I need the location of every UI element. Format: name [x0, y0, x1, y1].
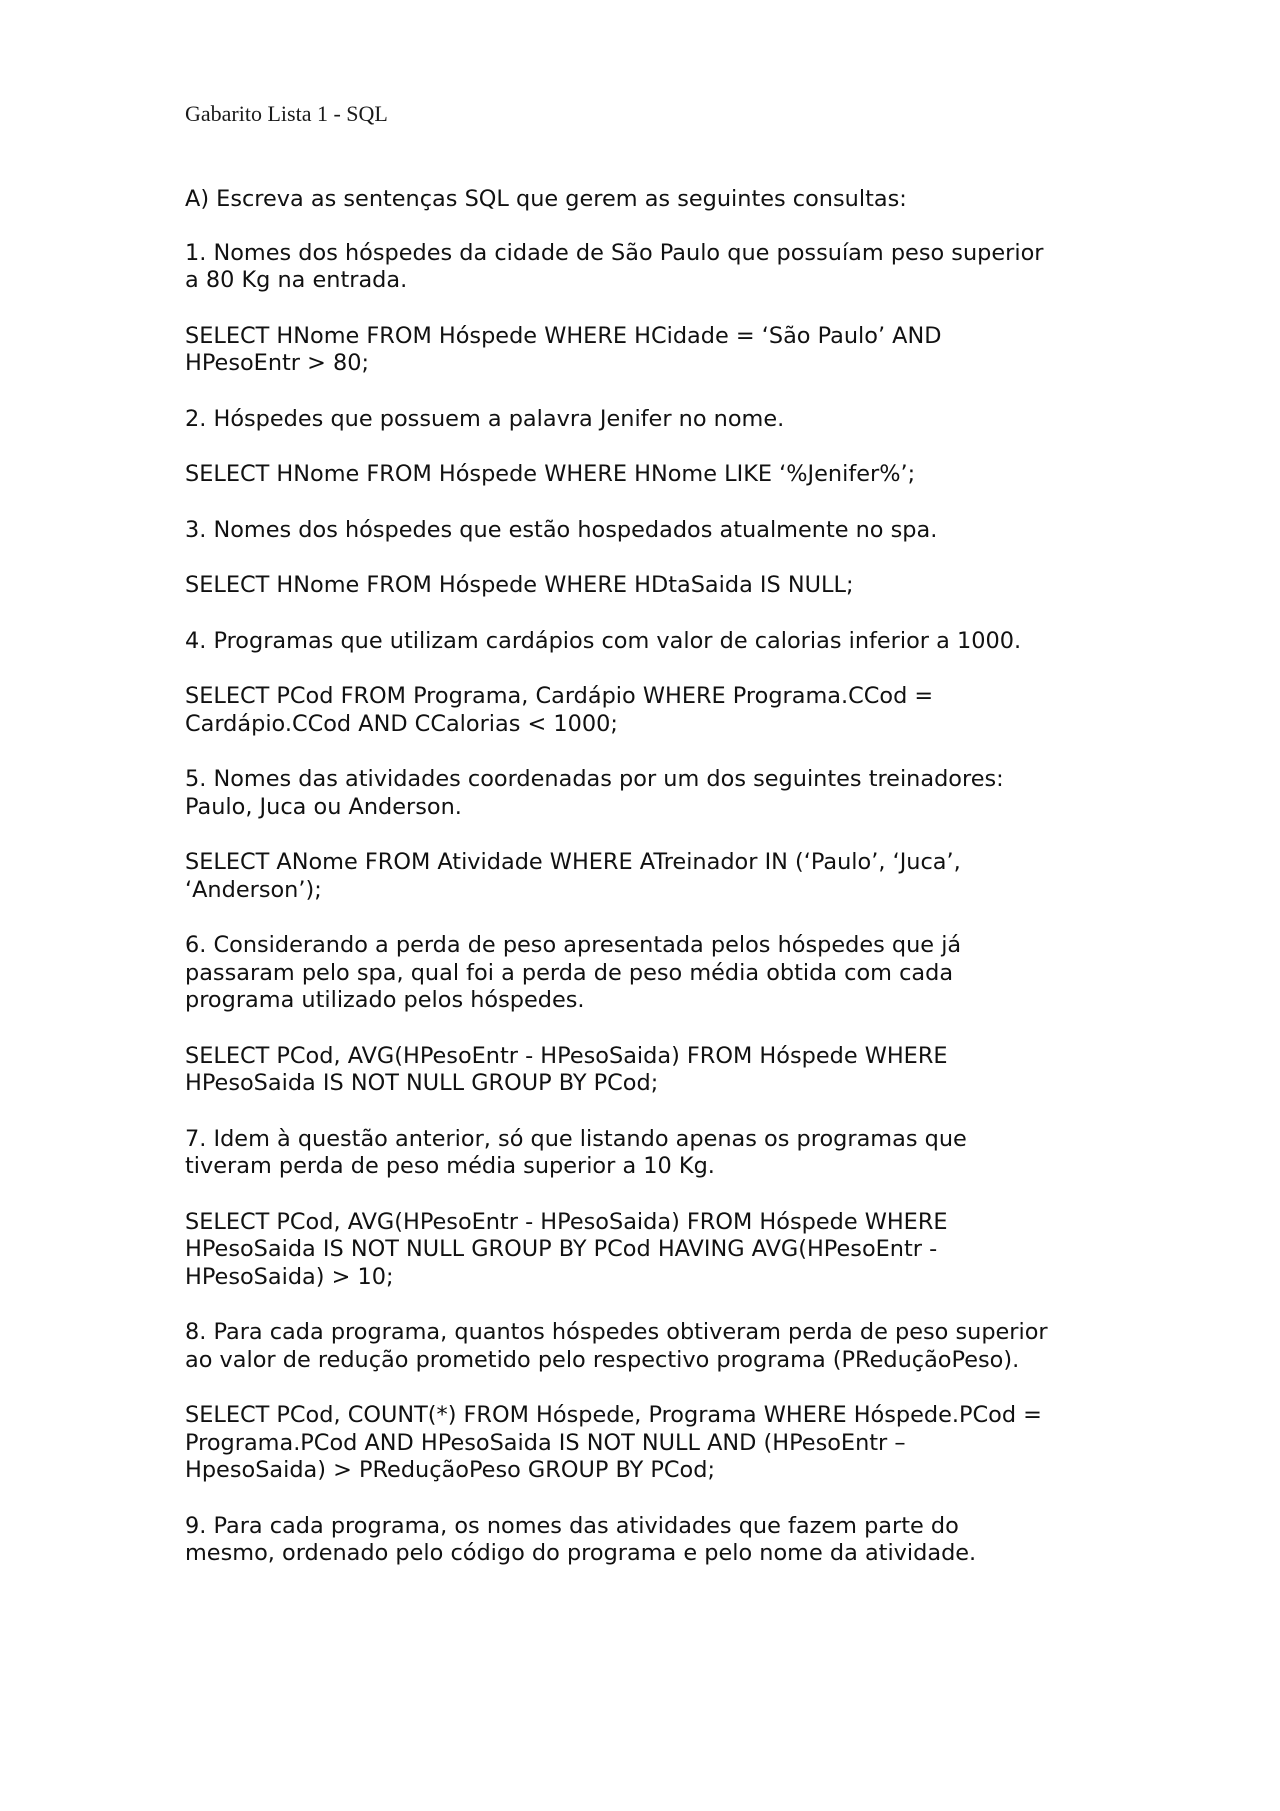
answer-3-line-1: SELECT HNome FROM Hóspede WHERE HDtaSaida IS NULL; [185, 572, 854, 598]
question-5-line-1: 5. Nomes das atividades coordenadas por um dos seguintes treinadores: [185, 766, 1004, 792]
question-1-line-1: 1. Nomes dos hóspedes da cidade de São Paulo que possuíam peso superior [185, 239, 1044, 266]
answer-2 [185, 461, 1105, 489]
answer-5 [185, 849, 1105, 904]
question-3-line-1: 3. Nomes dos hóspedes que estão hospedados atualmente no spa. [185, 516, 938, 543]
question-2-line-1: 2. Hóspedes que possuem a palavra Jenifer no nome. [185, 405, 785, 432]
question-5-line-2: Paulo, Juca ou Anderson. [185, 793, 462, 820]
answer-8-line-1: SELECT PCod, COUNT(*) FROM Hóspede, Programa WHERE Hóspede.PCod = [185, 1402, 1042, 1428]
question-4 [185, 628, 1105, 656]
answer-6-line-2: HPesoSaida IS NOT NULL GROUP BY PCod; [185, 1070, 659, 1096]
answer-8-line-3: HpesoSaida) > PReduçãoPeso GROUP BY PCod; [185, 1457, 715, 1483]
answer-4-line-2: Cardápio.CCod AND CCalorias < 1000; [185, 710, 618, 737]
answer-2-line-1: SELECT HNome FROM Hóspede WHERE HNome LIKE ‘%Jenifer%’; [185, 461, 916, 487]
intro-text: A) Escreva as sentenças SQL que gerem as seguintes consultas: [185, 186, 907, 212]
question-9 [185, 1513, 1105, 1568]
answer-4-line-1: SELECT PCod FROM Programa, Cardápio WHERE Programa.CCod = [185, 683, 934, 709]
answer-3 [185, 572, 1105, 600]
question-6-line-2: passaram pelo spa, qual foi a perda de peso média obtida com cada [185, 959, 954, 986]
question-6-line-1: 6. Considerando a perda de peso apresentada pelos hóspedes que já [185, 932, 962, 958]
answer-1 [185, 323, 1105, 378]
answer-7-line-1: SELECT PCod, AVG(HPesoEntr - HPesoSaida) FROM Hóspede WHERE [185, 1208, 948, 1235]
question-6 [185, 932, 1105, 1015]
answer-8 [185, 1402, 1105, 1485]
answer-7-line-3: HPesoSaida) > 10; [185, 1263, 394, 1290]
page-header-title: Gabarito Lista 1 - SQL [185, 101, 388, 126]
answer-1-line-2: HPesoEntr > 80; [185, 350, 370, 376]
question-5 [185, 766, 1105, 821]
answer-6 [185, 1043, 1105, 1098]
question-7-line-2: tiveram perda de peso média superior a 10 Kg. [185, 1153, 715, 1179]
answer-1-line-1: SELECT HNome FROM Hóspede WHERE HCidade = ‘São Paulo’ AND [185, 322, 942, 349]
answer-7 [185, 1209, 1105, 1292]
question-1-line-2: a 80 Kg na entrada. [185, 267, 408, 293]
question-7-line-1: 7. Idem à questão anterior, só que listando apenas os programas que [185, 1125, 967, 1152]
question-8-line-2: ao valor de redução prometido pelo respectivo programa (PReduçãoPeso). [185, 1346, 1020, 1373]
answer-6-line-1: SELECT PCod, AVG(HPesoEntr - HPesoSaida) FROM Hóspede WHERE [185, 1042, 948, 1069]
answer-7-line-2: HPesoSaida IS NOT NULL GROUP BY PCod HAVING AVG(HPesoEntr - [185, 1236, 938, 1262]
question-9-line-2: mesmo, ordenado pelo código do programa e pelo nome da atividade. [185, 1540, 977, 1566]
question-2 [185, 406, 1105, 434]
question-4-line-1: 4. Programas que utilizam cardápios com valor de calorias inferior a 1000. [185, 627, 1022, 654]
answer-5-line-2: ‘Anderson’); [185, 876, 322, 903]
answer-4 [185, 683, 1105, 738]
answer-5-line-1: SELECT ANome FROM Atividade WHERE ATreinador IN (‘Paulo’, ‘Juca’, [185, 849, 961, 875]
question-1 [185, 240, 1105, 295]
document-content [185, 186, 1105, 1596]
question-7 [185, 1126, 1105, 1181]
question-9-line-1: 9. Para cada programa, os nomes das atividades que fazem parte do [185, 1512, 959, 1539]
answer-8-line-2: Programa.PCod AND HPesoSaida IS NOT NULL AND (HPesoEntr – [185, 1429, 906, 1456]
question-6-line-3: programa utilizado pelos hóspedes. [185, 987, 585, 1013]
question-3 [185, 517, 1105, 545]
question-8-line-1: 8. Para cada programa, quantos hóspedes obtiveram perda de peso superior [185, 1319, 1048, 1345]
question-8 [185, 1319, 1105, 1374]
